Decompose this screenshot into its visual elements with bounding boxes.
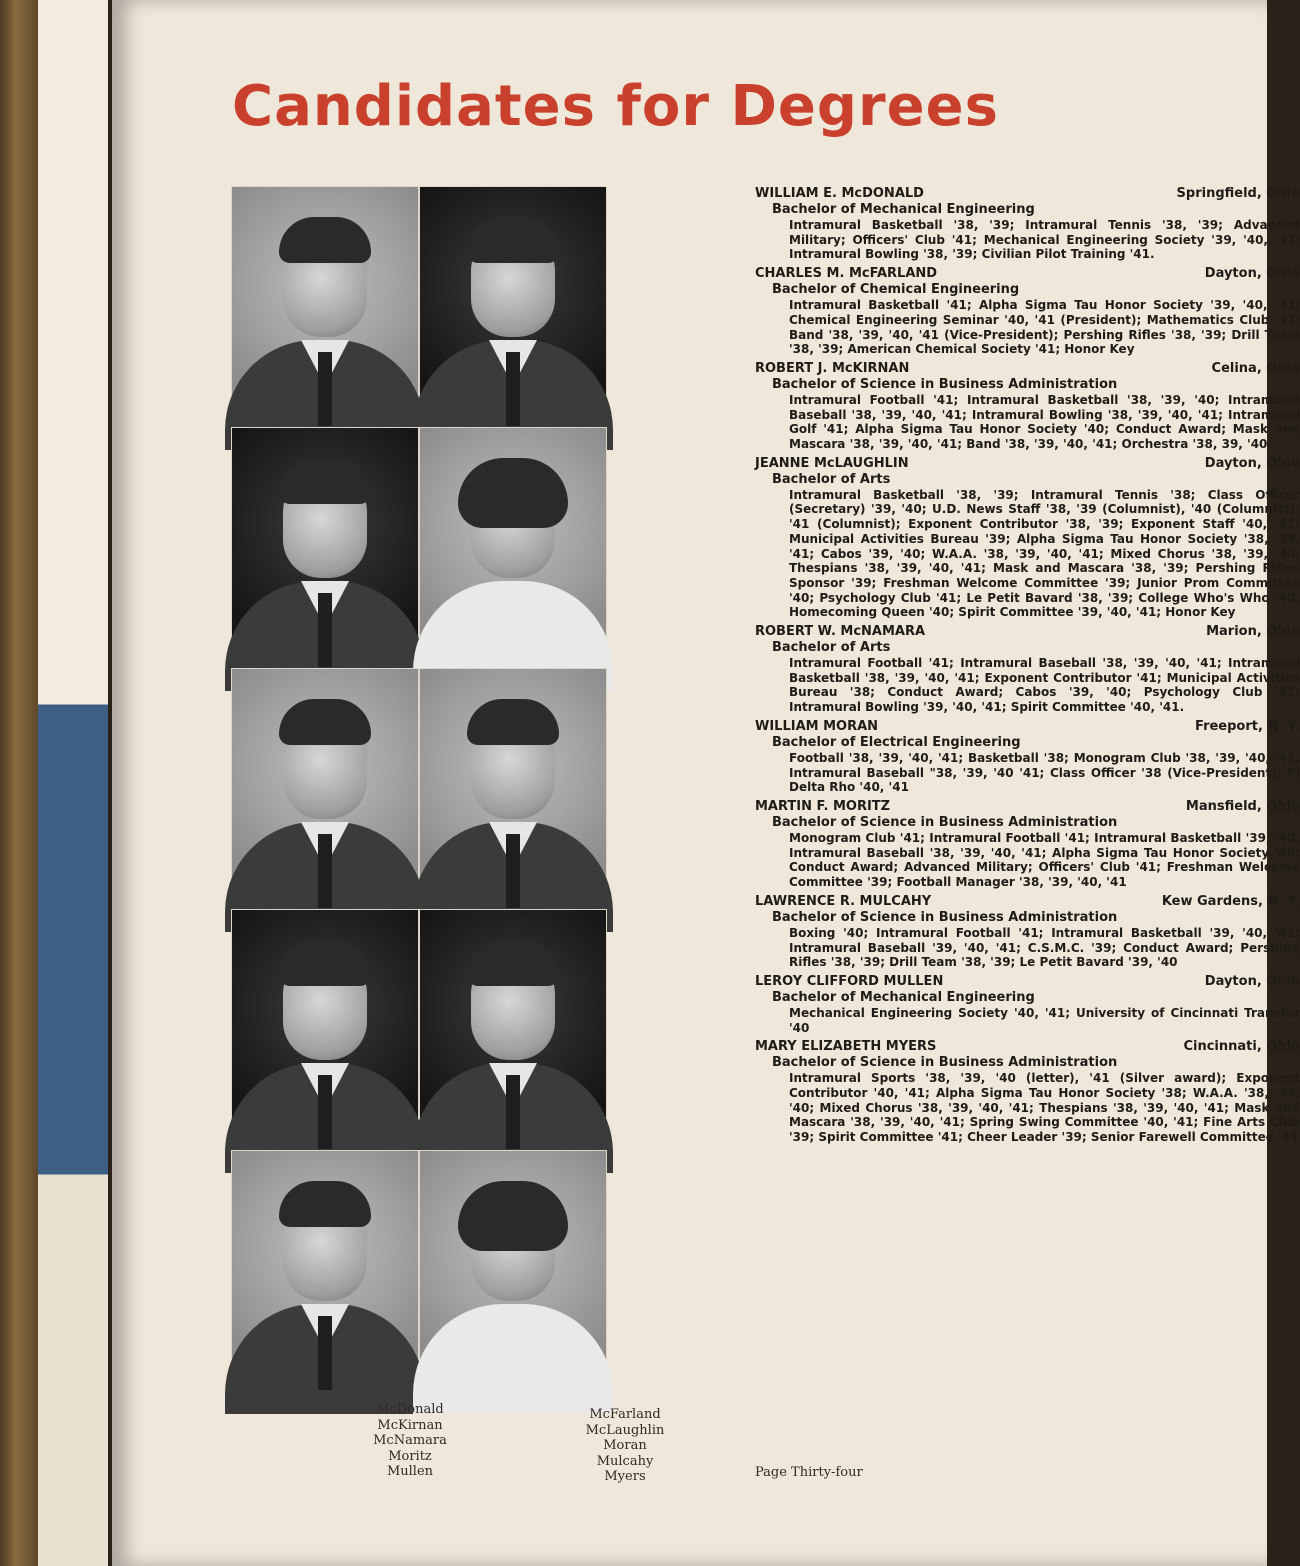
caption-name: Myers bbox=[604, 1469, 646, 1485]
book-binding bbox=[0, 0, 40, 1566]
candidate-hometown: Kew Gardens, N. Y. bbox=[1161, 893, 1300, 909]
candidate-hometown: Marion, Ohio bbox=[1206, 624, 1300, 640]
candidate-degree: Bachelor of Chemical Engineering bbox=[772, 282, 1020, 298]
candidate-degree: Bachelor of Mechanical Engineering bbox=[772, 202, 1035, 217]
candidate-name: CHARLES M. McFARLAND bbox=[755, 266, 938, 282]
candidate-entry bbox=[755, 894, 1300, 970]
portrait-moran bbox=[419, 668, 607, 909]
candidate-activities: Boxing '40; Intramural Football '41; Intramural Basketball '39, '40, '41; Intramural Baseball '39, '40, '41; C.S.M.C. '39; Conduct Award; Pershing Rifles '38, '39; Drill Team '38, '39; Le Petit Bavard '39, '40 bbox=[789, 925, 1300, 970]
candidate-activities: Intramural Sports '38, '39, '40 (letter), '41 (Silver award); Exponent Contributor '40, '41; Alpha Sigma Tau Honor Society '38; W.A.A. '38, '39, '40; Mixed Chorus '38, '39, '40, '41; Thespians '38, '39, '40, '41; Mask and Mascara '38, '39, '40, '41; Spring Swing Committee '40, '41; Fine Arts Club '39; Spirit Committee '41; Cheer Leader '39; Senior Farewell Committee '41 bbox=[789, 1071, 1300, 1145]
candidate-entry bbox=[755, 1039, 1300, 1145]
portrait-mcnamara bbox=[231, 668, 419, 909]
candidate-activities: Intramural Football '41; Intramural Basketball '38, '39, '40; Intramural Baseball '38, '39, '40, '41; Intramural Bowling '38, '39, '40, '41; Intramural Golf '41; Alpha Sigma Tau Honor Society '40; Conduct Award; Mask and Mascara '38, '39, '40, '41; Band '38, '39, '40, '41; Orchestra '38, 39, '40 bbox=[789, 392, 1300, 452]
candidate-name: JEANNE McLAUGHLIN bbox=[755, 455, 909, 471]
candidate-entry bbox=[755, 456, 1300, 620]
candidate-degree: Bachelor of Arts bbox=[772, 471, 891, 487]
candidate-degree: Bachelor of Mechanical Engineering bbox=[772, 989, 1035, 1005]
portrait-mullen bbox=[231, 1150, 419, 1391]
candidate-hometown: Cincinnati, Ohio bbox=[1183, 1039, 1300, 1055]
candidate-name: ROBERT J. McKIRNAN bbox=[755, 360, 910, 376]
candidate-activities: Intramural Football '41; Intramural Baseball '38, '39, '40, '41; Intramural Basketball '38, '39, '40, '41; Exponent Contributor '41; Municipal Activities Bureau '38; Conduct Award; Cabos '39, '40; Psychology Club '41; Intramural Bowling '39, '40, '41; Spirit Committee '40, '41. bbox=[789, 656, 1300, 715]
portrait-mckirnan bbox=[231, 427, 419, 668]
candidate-degree: Bachelor of Science in Business Administration bbox=[772, 376, 1118, 392]
portrait-mcdonald bbox=[231, 186, 419, 427]
candidate-hometown: Springfield, Ohio bbox=[1176, 186, 1300, 201]
caption-name: Mullen bbox=[386, 1464, 434, 1480]
candidate-entry bbox=[755, 974, 1300, 1035]
candidate-degree: Bachelor of Electrical Engineering bbox=[772, 734, 1021, 750]
candidate-degree: Bachelor of Science in Business Administration bbox=[772, 1055, 1118, 1071]
candidate-hometown: Freeport, N. Y. bbox=[1195, 718, 1300, 734]
caption-name: McLaughlin bbox=[585, 1422, 665, 1438]
candidate-name: WILLIAM MORAN bbox=[755, 718, 879, 734]
caption-name: Moran bbox=[603, 1438, 647, 1454]
caption-name: McKirnan bbox=[377, 1417, 443, 1433]
candidate-entry bbox=[755, 799, 1300, 890]
caption-name: Moritz bbox=[388, 1448, 432, 1464]
page-number: Page Thirty-four bbox=[755, 1465, 863, 1480]
portrait-mulcahy bbox=[419, 909, 607, 1150]
candidate-degree: Bachelor of Science in Business Administration bbox=[772, 814, 1118, 830]
candidate-degree: Bachelor of Science in Business Administration bbox=[772, 909, 1118, 925]
candidate-name: MARY ELIZABETH MYERS bbox=[755, 1039, 937, 1055]
candidate-activities: Intramural Basketball '38, '39; Intramural Tennis '38, '39; Advanced Military; Officers' Club '41; Mechanical Engineering Society '39, '40, '41; Intramural Bowling '38, '39; Civilian Pilot Training '41. bbox=[789, 218, 1300, 262]
candidate-activities: Intramural Basketball '41; Alpha Sigma Tau Honor Society '39, '40, '41; Chemical Engineering Seminar '40, '41 (President); Mathematics Club '41; Band '38, '39, '40, '41 (Vice-President); Pershing Rifles '38, '39; Drill Team '38, '39; American Chemical Society '41; Honor Key bbox=[789, 298, 1300, 357]
portrait-moritz bbox=[231, 909, 419, 1150]
candidate-entry bbox=[755, 186, 1300, 262]
candidate-name: LAWRENCE R. MULCAHY bbox=[755, 893, 932, 909]
candidate-entry bbox=[755, 266, 1300, 357]
candidate-entry bbox=[755, 361, 1300, 452]
candidate-hometown: Celina, Ohio bbox=[1211, 360, 1300, 376]
portrait-mcfarland bbox=[419, 186, 607, 427]
candidate-name: MARTIN F. MORITZ bbox=[755, 798, 891, 814]
caption-name: Mulcahy bbox=[596, 1453, 654, 1469]
page-title: Candidates for Degrees bbox=[232, 74, 999, 139]
candidate-hometown: Dayton, Ohio bbox=[1204, 266, 1300, 282]
candidate-entry bbox=[755, 624, 1300, 715]
caption-name: McFarland bbox=[589, 1407, 661, 1422]
candidate-hometown: Dayton, Ohio bbox=[1204, 455, 1300, 471]
candidate-activities: Monogram Club '41; Intramural Football '41; Intramural Basketball '39, '40; Intramural Baseball '38, '39, '40, '41; Alpha Sigma Tau Honor Society '40; Conduct Award; Advanced Military; Officers' Club '41; Freshman Welcome Committee '39; Football Manager '38, '39, '40, '41 bbox=[789, 830, 1300, 890]
facing-page-edge bbox=[38, 0, 108, 1566]
caption-left-column bbox=[330, 1402, 490, 1480]
candidate-activities: Intramural Basketball '38, '39; Intramural Tennis '38; Class Officer (Secretary) '39, '40; U.D. News Staff '38, '39 (Columnist), '40 (Columnist), '41 (Columnist); Exponent Contributor '38, '39; Exponent Staff '40, '41; Municipal Activities Bureau '39; Alpha Sigma Tau Honor Society '38, '39, '41; Cabos '39, '40; W.A.A. '38, '39, '40, '41; Mixed Chorus '38, '39, '40; Thespians '38, '39, '40, '41; Mask and Mascara '38, '39; Pershing Rifles Sponsor '39; Freshman Welcome Committee '39; Junior Prom Committee '40; Psychology Club '41; Le Petit Bavard '38, '39; College Who's Who '40; Homecoming Queen '40; Spirit Committee '39, '40, '41; Honor Key bbox=[789, 487, 1300, 620]
portrait-mclaughlin bbox=[419, 427, 607, 668]
candidate-activities: Football '38, '39, '40, '41; Basketball '38; Monogram Club '38, '39, '40, '41; Intramural Baseball "38, '39, '40 '41; Class Officer '38 (Vice-President); Pi Delta Rho '40, '41 bbox=[789, 750, 1300, 795]
caption-name: McDonald bbox=[376, 1402, 444, 1417]
candidate-degree: Bachelor of Arts bbox=[772, 640, 891, 656]
candidate-entries bbox=[755, 186, 1300, 1149]
candidate-name: ROBERT W. McNAMARA bbox=[755, 624, 926, 640]
portrait-myers bbox=[419, 1150, 607, 1391]
candidate-activities: Mechanical Engineering Society '40, '41; University of Cincinnati Transfer '40 bbox=[789, 1005, 1300, 1035]
candidate-name: LEROY CLIFFORD MULLEN bbox=[755, 973, 944, 989]
candidate-entry bbox=[755, 719, 1300, 795]
yearbook-page bbox=[112, 0, 1300, 1566]
caption-right-column bbox=[545, 1407, 705, 1485]
candidate-hometown: Mansfield, Ohio bbox=[1185, 798, 1300, 814]
candidate-name: WILLIAM E. McDONALD bbox=[755, 186, 924, 201]
candidate-hometown: Dayton, Ohio bbox=[1204, 973, 1300, 989]
portrait-grid bbox=[231, 186, 607, 1391]
caption-name: McNamara bbox=[373, 1433, 447, 1449]
